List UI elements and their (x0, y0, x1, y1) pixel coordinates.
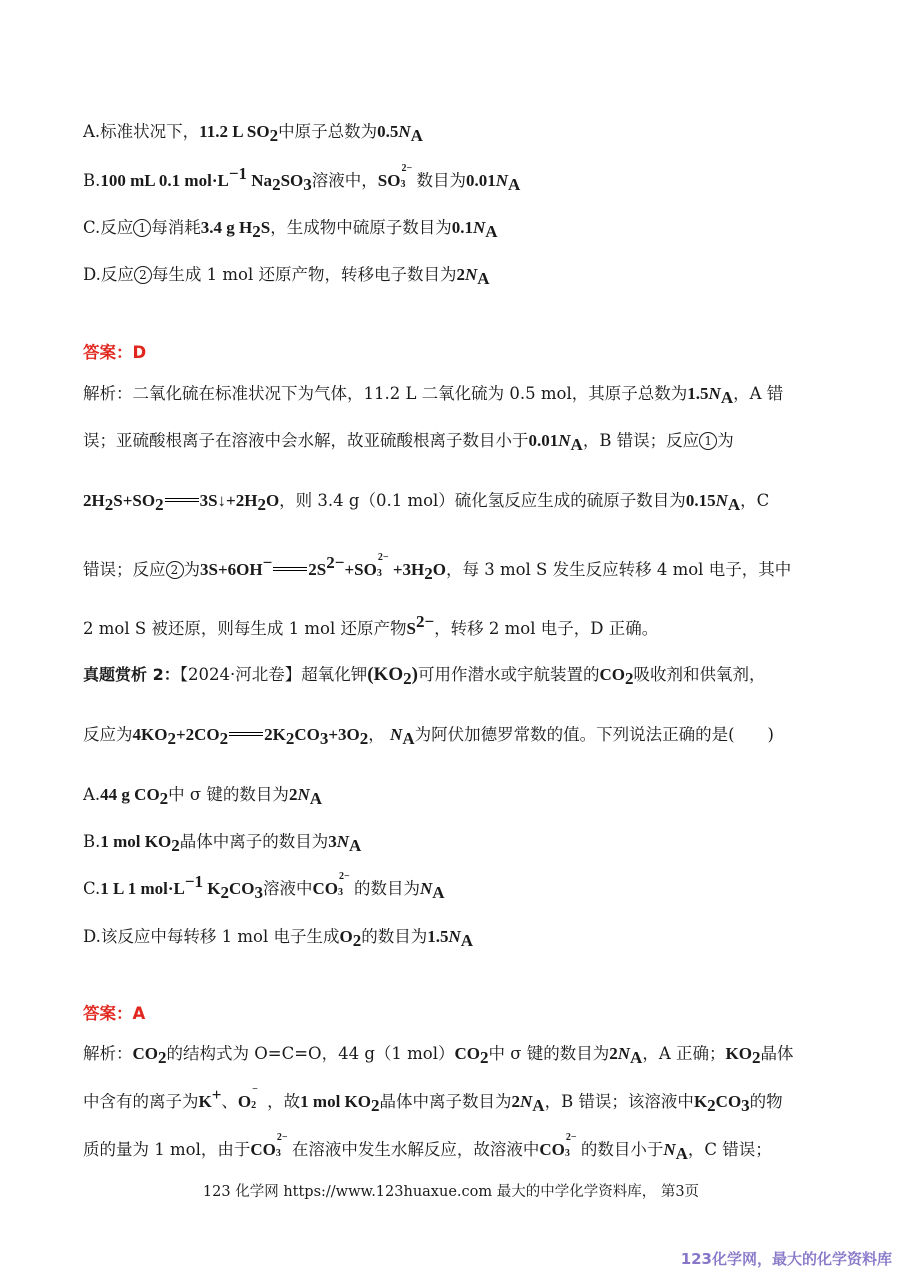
explanation-2-line-1: 解析：$CO_2$的结构式为 O=C=O，44 g（1 $mol)CO_2$中 σ 键的数目为$2N_A$，A 正确；$KO_2$晶体 (83, 1044, 794, 1067)
explanation-1-line-3: $2H_2S+SO_2$ $3S↓+2H_2O$，则 3.4 g（0.1 mol）硫化氢反应生成的硫原子数目为$0.15N_A$，C (83, 491, 770, 514)
explanation-2-line-3: 质的量为 1 mol，由于CO 2− 3 在溶液中发生水解反应，故溶液中CO 2− 3 的数目小于$N_A$，C 错误； (83, 1132, 772, 1163)
question-2-stem-line-2: 反应为$4KO_2+2CO_2$ $2K_2CO_3+3O_2$， $N_A$为阿伏加德罗常数的值。下列说法正确的是( ) (83, 725, 774, 748)
equals-sign (273, 567, 307, 571)
equals-sign (165, 498, 199, 502)
explanation-1-line-1: 解析：二氧化硫在标准状况下为气体，11.2 L 二氧化硫为 0.5 mol，其原子总数为$1.5N_A$，A 错 (83, 384, 784, 407)
q2-option-a: A.44 g $CO_2$中 σ 键的数目为$2N_A$ (83, 785, 322, 808)
answer-2: 答案：A (83, 1004, 146, 1023)
q2-option-c: C.1 L 1 $mol\cdot L^{-1}$ $K_2CO_3$溶液中CO 2− 3 的数目为$N_A$ (83, 871, 445, 902)
explanation-1-line-2: 误；亚硫酸根离子在溶液中会水解，故亚硫酸根离子数目小于$0.01N_A$，B 错误；反应 1 为 (83, 431, 734, 454)
option-a: A.标准状况下，11.2 L $SO_2$中原子总数为$0.5N_A$ (83, 122, 423, 145)
option-c: C.反应 1 每消耗3.4 g $H_2S$，生成物中硫原子数目为$0.1N_A$ (83, 218, 498, 241)
answer-1: 答案：D (83, 343, 147, 362)
q2-option-d: D.该反应中每转移 1 mol 电子生成$O_2$的数目为$1.5N_A$ (83, 927, 474, 950)
page-footer: 123 化学网 https://www.123huaxue.com 最大的中学化学资料库， 第3页 (202, 1184, 700, 1200)
question-2-stem-line-1: 真题赏析 2：【2024·河北卷】超氧化钾$(KO_2)$可用作潜水或宇航装置的$CO_2$吸收剂和供氧剂， (83, 664, 766, 688)
option-d: D.反应 2 每生成 1 mol 还原产物，转移电子数目为$2N_A$ (83, 265, 490, 288)
explanation-2-line-2: 中含有的离子为K+、O − 2 ，故1 mol $KO_2$晶体中离子数目为$2N_A$，B 错误；该溶液中$K_2CO_3$的物 (83, 1084, 783, 1115)
option-b: B.100 mL 0.1 $mol\cdot L^{-1}$ $Na_2SO_3$溶液中，SO 2− 3 数目为$0.01N_A$ (83, 163, 521, 194)
explanation-1-line-5: 2 mol S 被还原，则每生成 1 mol 还原产物$S^{2-}$，转移 2 mol 电子，D 正确。 (83, 612, 659, 638)
equals-sign (229, 732, 263, 736)
explanation-1-line-4: 错误；反应 2 为3S+6OH− $2S^{2-}+SO$ 2− 3 $+3H_2O$，每 3 mol S 发生反应转移 4 mol 电子，其中 (83, 552, 792, 583)
q2-option-b: B.1 mol $KO_2$晶体中离子的数目为$3N_A$ (83, 832, 362, 855)
watermark: 123化学网，最大的化学资料库 (680, 1250, 892, 1268)
